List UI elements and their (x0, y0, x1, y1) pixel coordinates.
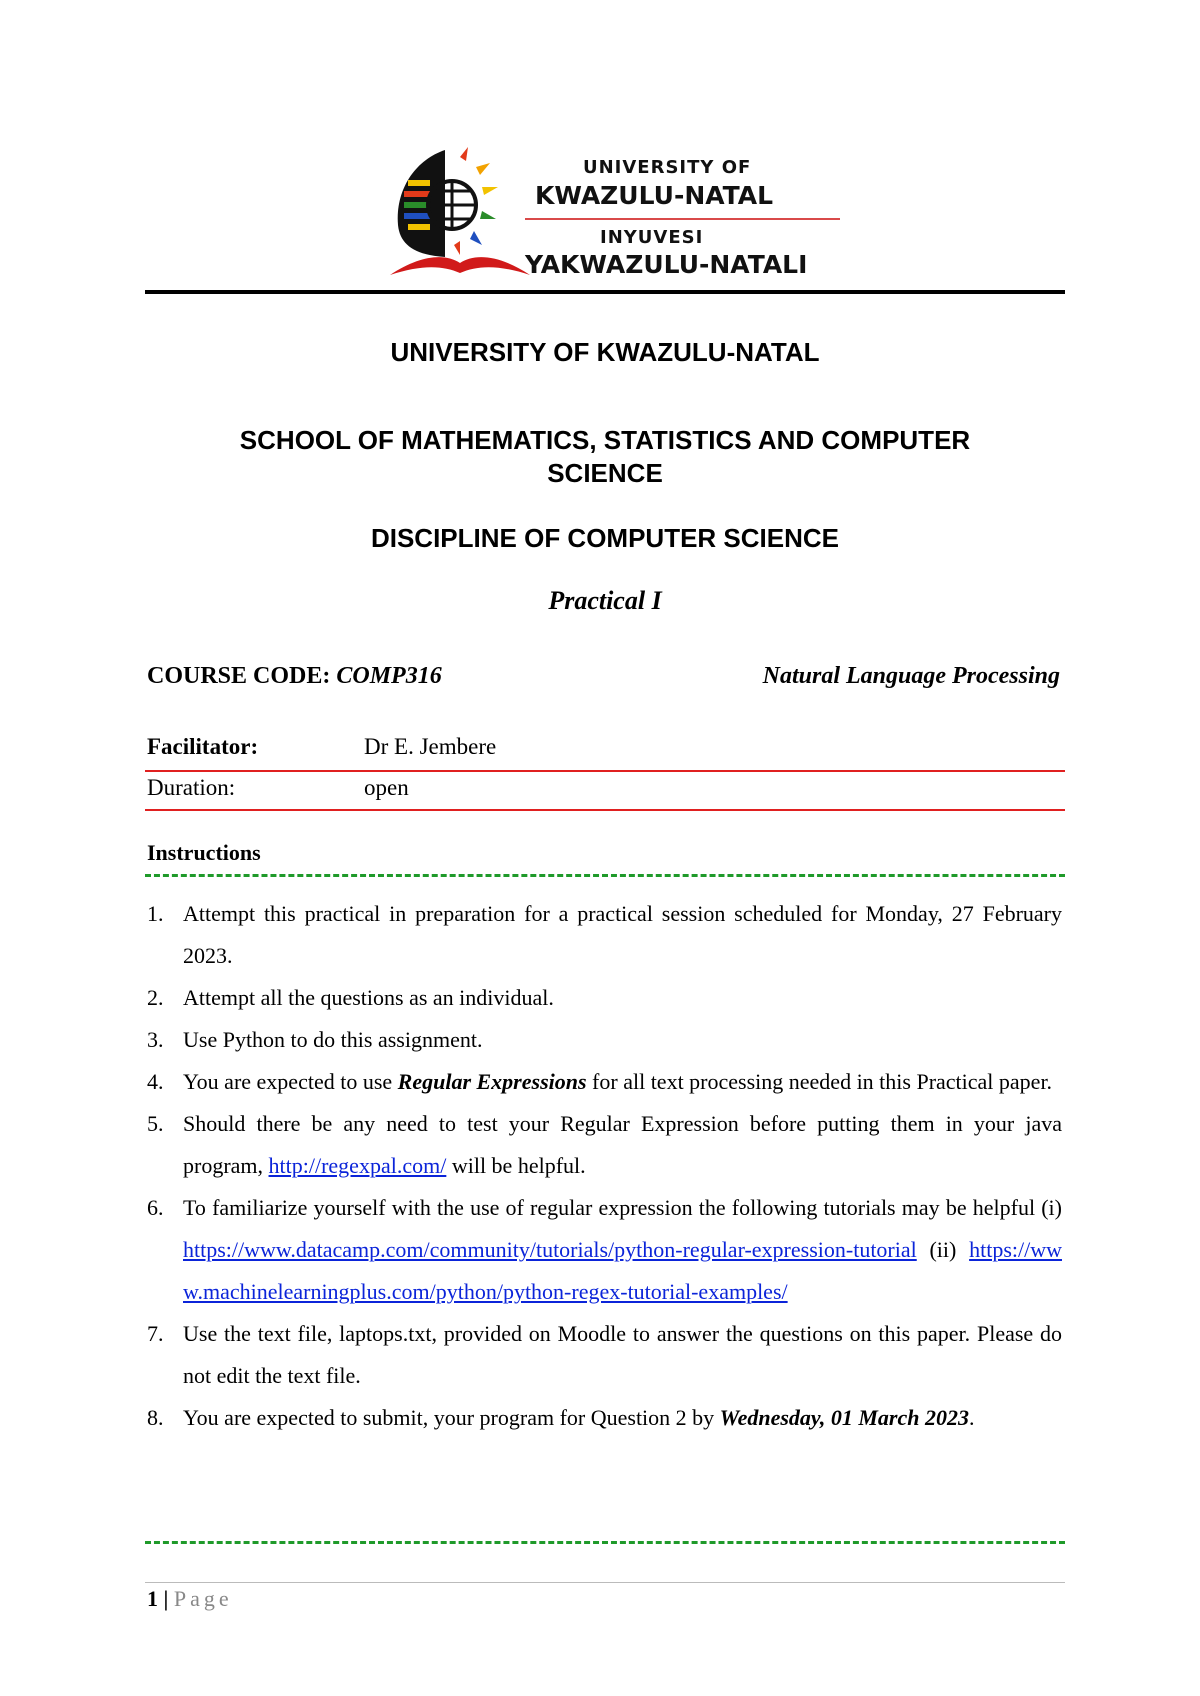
footer-separator: | (158, 1586, 174, 1611)
course-name: Natural Language Processing (762, 663, 1060, 689)
facilitator-row (147, 734, 497, 760)
school-title-line2: SCIENCE (547, 458, 663, 488)
ukzn-crest-icon (390, 145, 530, 285)
discipline-title: DISCIPLINE OF COMPUTER SCIENCE (370, 523, 840, 553)
course-code-value: COMP316 (336, 663, 442, 689)
university-logo (390, 145, 850, 285)
instructions-list (147, 893, 1062, 1439)
logo-line-yakwazulu-natali: YAKWAZULU-NATALI (525, 250, 808, 279)
duration-label: Duration: (147, 775, 236, 800)
logo-line-kwazulu-natal: KWAZULU-NATAL (535, 181, 774, 210)
list-item: 7. Use the text file, laptops.txt, provided on Moodle to answer the questions on this paper. Please do not edit the text file. (147, 1321, 1062, 1388)
regexpal-link[interactable]: http://regexpal.com/ (268, 1153, 447, 1178)
list-item: 8. You are expected to submit, your program for Question 2 by Wednesday, 01 March 2023. (147, 1405, 975, 1430)
facilitator-label: Facilitator: (147, 734, 259, 759)
datacamp-tutorial-link[interactable]: https://www.datacamp.com/community/tutorials/python-regular-expression-tutorial (183, 1237, 917, 1262)
practical-title: Practical I (548, 586, 662, 615)
info-divider-top (145, 770, 1065, 772)
instructions-bottom-dash (145, 1541, 1065, 1544)
deadline-emphasis: Wednesday, 01 March 2023 (719, 1405, 969, 1430)
regex-emphasis: Regular Expressions (397, 1069, 587, 1094)
list-item: 5. Should there be any need to test your Regular Expression before putting them in your java program, http://regexpal.com/ will be helpful. (147, 1111, 1062, 1178)
logo-line-inyuvesi: INYUVESI (600, 227, 704, 248)
page-number: 1 (147, 1586, 158, 1611)
list-item: 1. Attempt this practical in preparation for a practical session scheduled for Monday, 27 February 2023. (147, 901, 1062, 968)
university-title: UNIVERSITY OF KWAZULU-NATAL (390, 337, 820, 367)
page-label: Page (173, 1586, 233, 1611)
list-item: 6. To familiarize yourself with the use of regular expression the following tutorials may be helpful (i) https://www.datacamp.com/community/tutorials/python-regular-expression-tutorial (ii) https://www.machinelearningplus.com/python/python-regex-tutorial-examples/ (147, 1195, 1062, 1304)
logo-divider (525, 218, 840, 220)
machinelearningplus-tutorial-link[interactable]: https://www.machinelearningplus.com/python/python-regex-tutorial-examples/ (183, 1237, 1062, 1304)
header-divider (145, 290, 1065, 294)
school-title-line1: SCHOOL OF MATHEMATICS, STATISTICS AND COMPUTER (239, 425, 971, 455)
info-divider-bottom (145, 809, 1065, 811)
duration-value: open (364, 775, 409, 800)
instructions-heading: Instructions (147, 840, 261, 865)
list-item: 4. You are expected to use Regular Expressions for all text processing needed in this Practical paper. (147, 1069, 1053, 1094)
page-footer (147, 1586, 233, 1612)
list-item: 2. Attempt all the questions as an individual. (147, 985, 554, 1010)
duration-row (147, 775, 409, 801)
facilitator-value: Dr E. Jembere (364, 734, 497, 759)
course-code-label: COURSE CODE: (147, 663, 337, 689)
logo-line-university-of: UNIVERSITY OF (583, 157, 752, 178)
footer-divider (145, 1582, 1065, 1583)
instructions-top-dash (145, 874, 1065, 877)
course-code (147, 663, 442, 690)
list-item: 3. Use Python to do this assignment. (147, 1027, 483, 1052)
